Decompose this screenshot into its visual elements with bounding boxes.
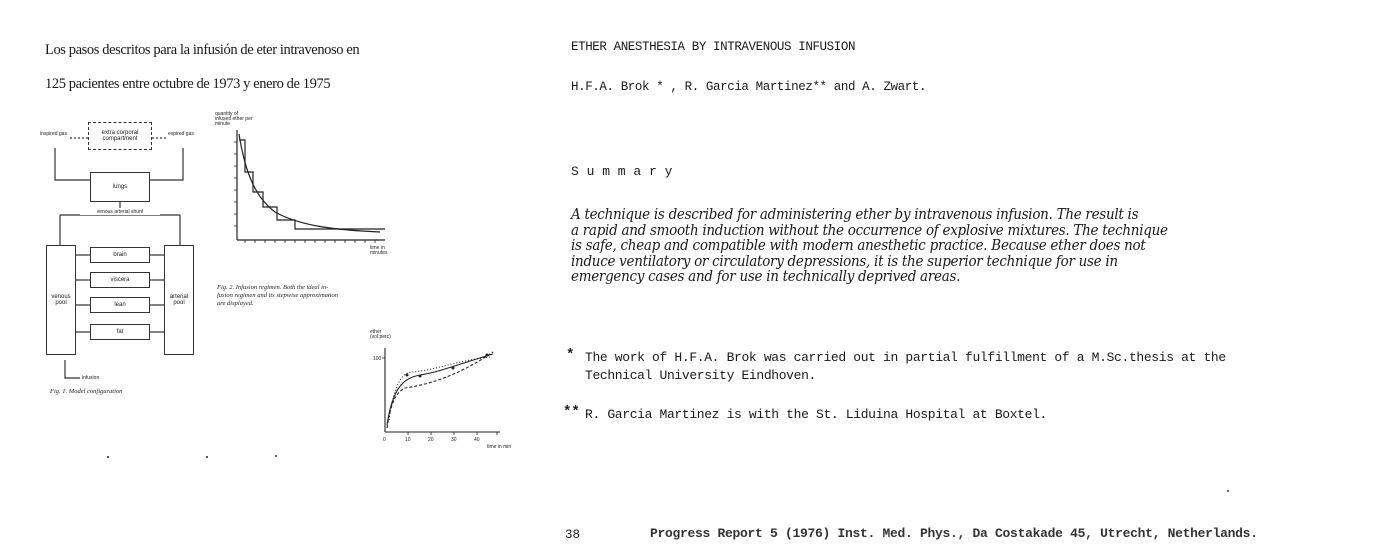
fig1-viscera-box: viscera [90,272,150,288]
fig1-venous-pool-box: venous pool [46,245,76,355]
summary-line-2: a rapid and smooth induction without the occurrence of explosive mixtures. The technique [571,222,1168,239]
footer-citation: Progress Report 5 (1976) Inst. Med. Phys., Da Costakade 45, Utrecht, Netherlands. [650,526,1258,541]
footnote-2-mark: ** [563,404,580,420]
fig2-xlabel: time in minutes [370,245,388,256]
summary-line-5: emergency cases and for use in technically deprived areas. [571,269,961,286]
scan-speck [1227,490,1229,492]
summary-line-3: is safe, cheap and compatible with modern anesthetic practice. Because ether does not [571,238,1146,255]
page-number: 38 [565,528,581,542]
fig3-xlabel: time in min [487,444,512,450]
fig1-lungs-box: lungs [90,172,150,202]
fig1-inspired-gas-label: inspired gas [40,131,67,137]
fig1-lean-box: lean [90,297,150,313]
fig3-ether-concentration [365,330,525,465]
fig2-caption-line-2: fusion regimen and its stepwise approximation [217,292,339,299]
scan-speck [275,455,277,457]
fig3-x-tick-0: 0 [383,437,386,443]
fig1-expired-gas-label: expired gas [168,131,194,137]
fig1-arterial-pool-box: arterial pool [164,245,194,355]
fig2-ylabel: quantity of infused ether per minute [215,111,253,127]
fig1-model-diagram [40,110,200,400]
fig2-infusion-regimen [215,112,395,322]
fig1-caption: Fig. 1. Model configuration [50,388,123,395]
summary-heading: S u m m a r y [571,164,673,179]
fig3-x-tick-40: 40 [474,437,480,443]
paper-authors: H.F.A. Brok * , R. Garcia Martinez** and A. Zwart. [571,80,927,94]
footnote-1-line-2: Technical University Eindhoven. [585,368,816,383]
fig3-x-tick-30: 30 [451,437,457,443]
paper-title: ETHER ANESTHESIA BY INTRAVENOUS INFUSION [571,40,856,54]
fig2-caption-line-3: are displayed. [217,300,254,307]
fig3-plot [365,330,525,450]
fig1-fat-box: fat [90,324,150,340]
footnote-1-mark: * [566,347,575,363]
summary-line-4: induce ventilatory or circulatory depressions, it is the superior technique for use in [571,253,1118,270]
footnote-2: R. Garcia Martinez is with the St. Liduina Hospital at Boxtel. [585,407,1047,422]
fig2-plot [215,112,395,272]
summary-line-1: A technique is described for administering ether by intravenous infusion. The result is [571,207,1139,223]
fig3-x-tick-10: 10 [405,437,411,443]
spanish-intro-line-2: 125 pacientes entre octubre de 1973 y enero de 1975 [45,76,331,92]
scan-speck [107,456,109,458]
fig3-y-tick: 100 [373,356,382,362]
spanish-intro-line-1: Los pasos descritos para la infusión de eter intravenoso en [45,42,360,58]
fig1-shunt-label: venous arterial shunt [80,209,160,215]
scan-speck [206,456,208,458]
fig1-brain-box: brain [90,247,150,263]
fig1-infusion-label: infusion [82,375,100,381]
fig2-caption-line-1: Fig. 2. Infusion regimen. Both the ideal in- [217,284,329,291]
summary-body [571,208,1331,286]
footnote-1-line-1: The work of H.F.A. Brok was carried out in partial fulfillment of a M.Sc.thesis at the [585,350,1226,365]
fig1-extra-corporal-box: extra corporal compartment [88,122,152,150]
fig3-ylabel: ether (vol.perc) [370,329,391,340]
fig3-x-tick-20: 20 [428,437,434,443]
